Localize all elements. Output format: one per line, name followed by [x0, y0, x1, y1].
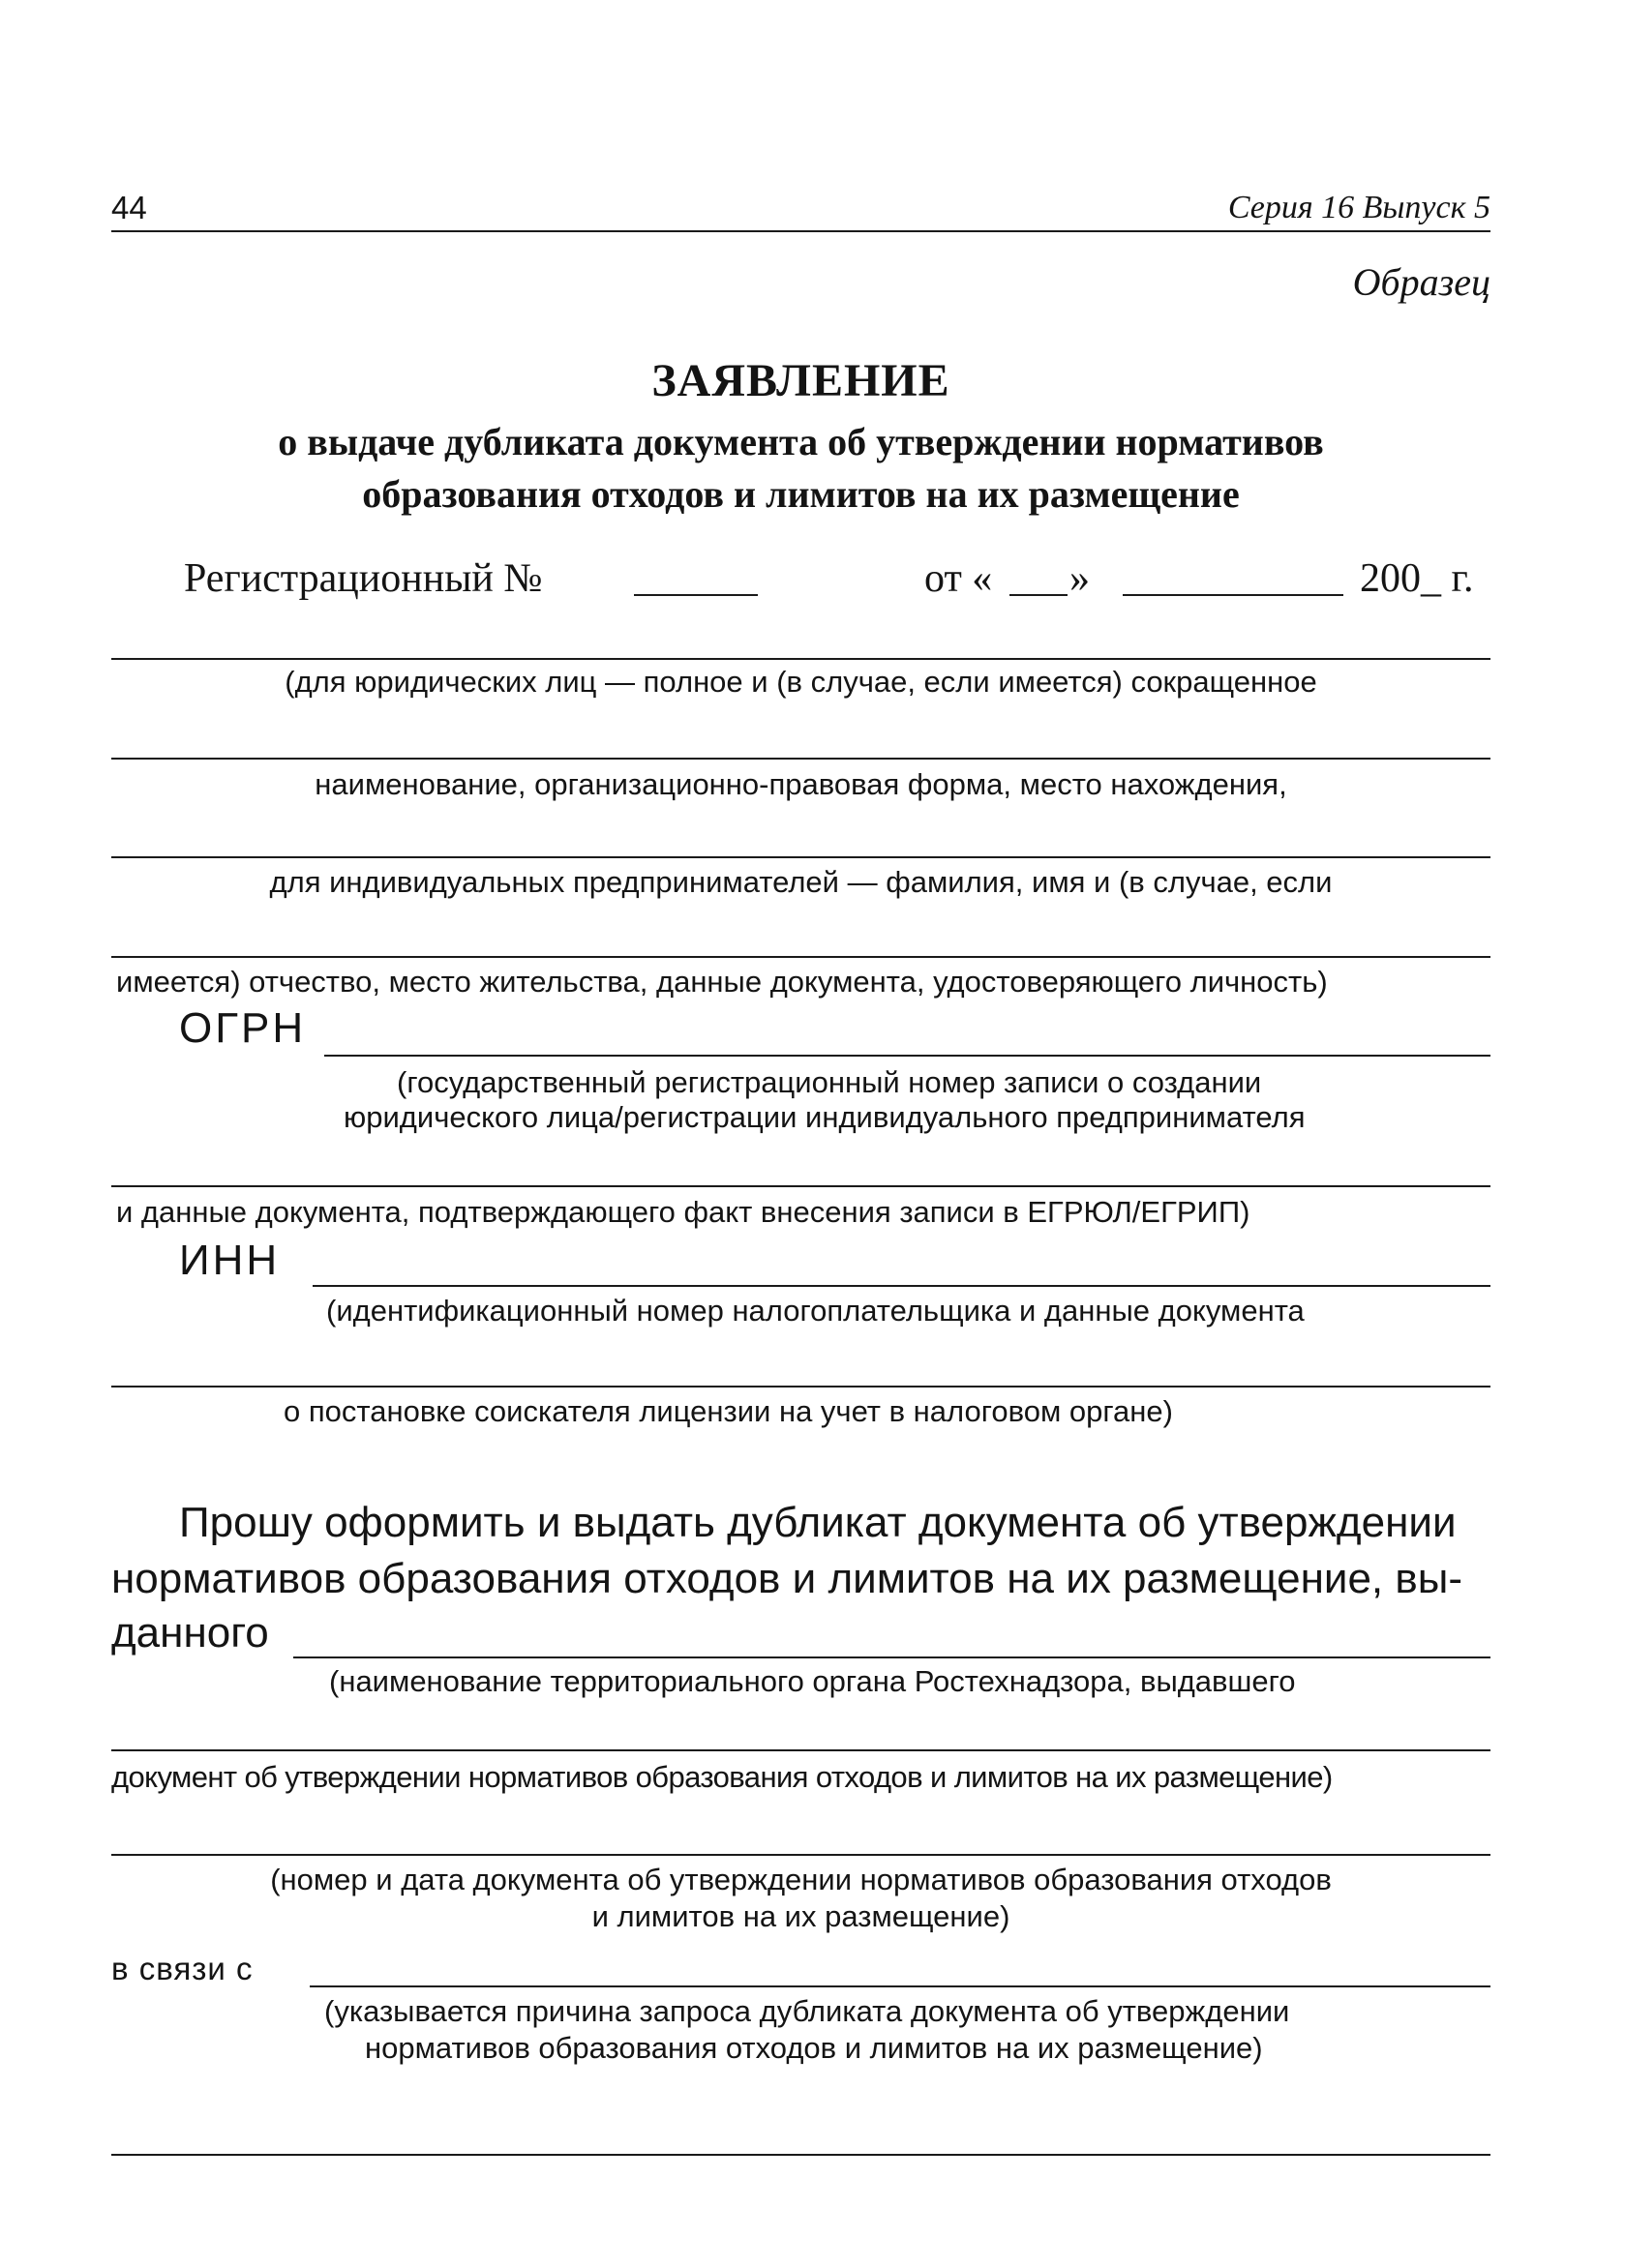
ogrn-caption-1: (государственный регистрационный номер записи о создании: [397, 1065, 1262, 1099]
sample-label: Образец: [1352, 260, 1490, 304]
document-title: ЗАЯВЛЕНИЕ: [651, 355, 950, 406]
reason-field-2[interactable]: [111, 2154, 1490, 2156]
ogrn-caption-2: юридического лица/регистрации индивидуального предпринимателя: [344, 1100, 1306, 1134]
ogrn-document-field[interactable]: [111, 1185, 1490, 1187]
applicant-field-3[interactable]: [111, 856, 1490, 858]
applicant-caption-2: наименование, организационно-правовая форма, место нахождения,: [315, 767, 1287, 801]
issuer-caption-1: (наименование территориального органа Ростехнадзора, выдавшего: [329, 1664, 1296, 1698]
series-label: Серия 16 Выпуск 5: [1227, 190, 1490, 225]
page-header: [111, 184, 1490, 232]
reason-label: в связи с: [111, 1951, 254, 1986]
issuer-caption-2: документ об утверждении нормативов образования отходов и лимитов на их размещение): [111, 1760, 1333, 1794]
applicant-field-1[interactable]: [111, 658, 1490, 660]
applicant-caption-4: имеется) отчество, место жительства, данные документа, удостоверяющего личность): [116, 965, 1328, 999]
document-number-date-field[interactable]: [111, 1854, 1490, 1856]
registration-month-field[interactable]: [1123, 594, 1343, 596]
applicant-caption-3: для индивидуальных предпринимателей — фамилия, имя и (в случае, если: [269, 865, 1333, 899]
request-line-1: Прошу оформить и выдать дубликат документа об утверждении: [179, 1499, 1457, 1546]
inn-field[interactable]: [313, 1285, 1490, 1287]
ogrn-field[interactable]: [324, 1055, 1490, 1057]
applicant-caption-1: (для юридических лиц — полное и (в случае, если имеется) сокращенное: [285, 665, 1317, 699]
applicant-field-4[interactable]: [111, 956, 1490, 958]
registration-quote-close: »: [1069, 556, 1090, 601]
inn-caption-2: о постановке соискателя лицензии на учет в налоговом органе): [284, 1394, 1173, 1428]
document-caption-2: и лимитов на их размещение): [591, 1899, 1010, 1933]
registration-number-label: Регистрационный №: [184, 556, 543, 601]
reason-field[interactable]: [310, 1985, 1490, 1987]
registration-number-field[interactable]: [634, 594, 758, 596]
inn-label: ИНН: [179, 1237, 281, 1284]
reason-caption-2: нормативов образования отходов и лимитов на их размещение): [365, 2031, 1263, 2065]
request-line-2: нормативов образования отходов и лимитов на их размещение, вы-: [111, 1555, 1463, 1602]
registration-day-field[interactable]: [1009, 594, 1068, 596]
registration-line: [111, 552, 1490, 610]
issuer-field[interactable]: [293, 1656, 1490, 1658]
inn-caption-1: (идентификационный номер налогоплательщика и данные документа: [326, 1294, 1305, 1328]
applicant-field-2[interactable]: [111, 758, 1490, 760]
ogrn-label: ОГРН: [179, 1004, 307, 1052]
issuer-field-2[interactable]: [111, 1749, 1490, 1751]
document-page: [111, 0, 1490, 2268]
reason-caption-1: (указывается причина запроса дубликата документа об утверждении: [324, 1994, 1290, 2028]
page-number: 44: [111, 190, 147, 225]
registration-year-label: 200_ г.: [1360, 556, 1474, 601]
ogrn-caption-3: и данные документа, подтверждающего факт внесения записи в ЕГРЮЛ/ЕГРИП): [116, 1195, 1250, 1229]
subtitle-line-1: о выдаче дубликата документа об утверждении нормативов: [278, 420, 1324, 463]
subtitle-line-2: образования отходов и лимитов на их размещение: [362, 472, 1240, 516]
inn-document-field[interactable]: [111, 1386, 1490, 1388]
registration-from-label: от «: [924, 556, 993, 601]
issued-label: данного: [111, 1609, 269, 1656]
document-caption-1: (номер и дата документа об утверждении нормативов образования отходов: [270, 1863, 1332, 1896]
document-subtitle: [111, 416, 1490, 521]
